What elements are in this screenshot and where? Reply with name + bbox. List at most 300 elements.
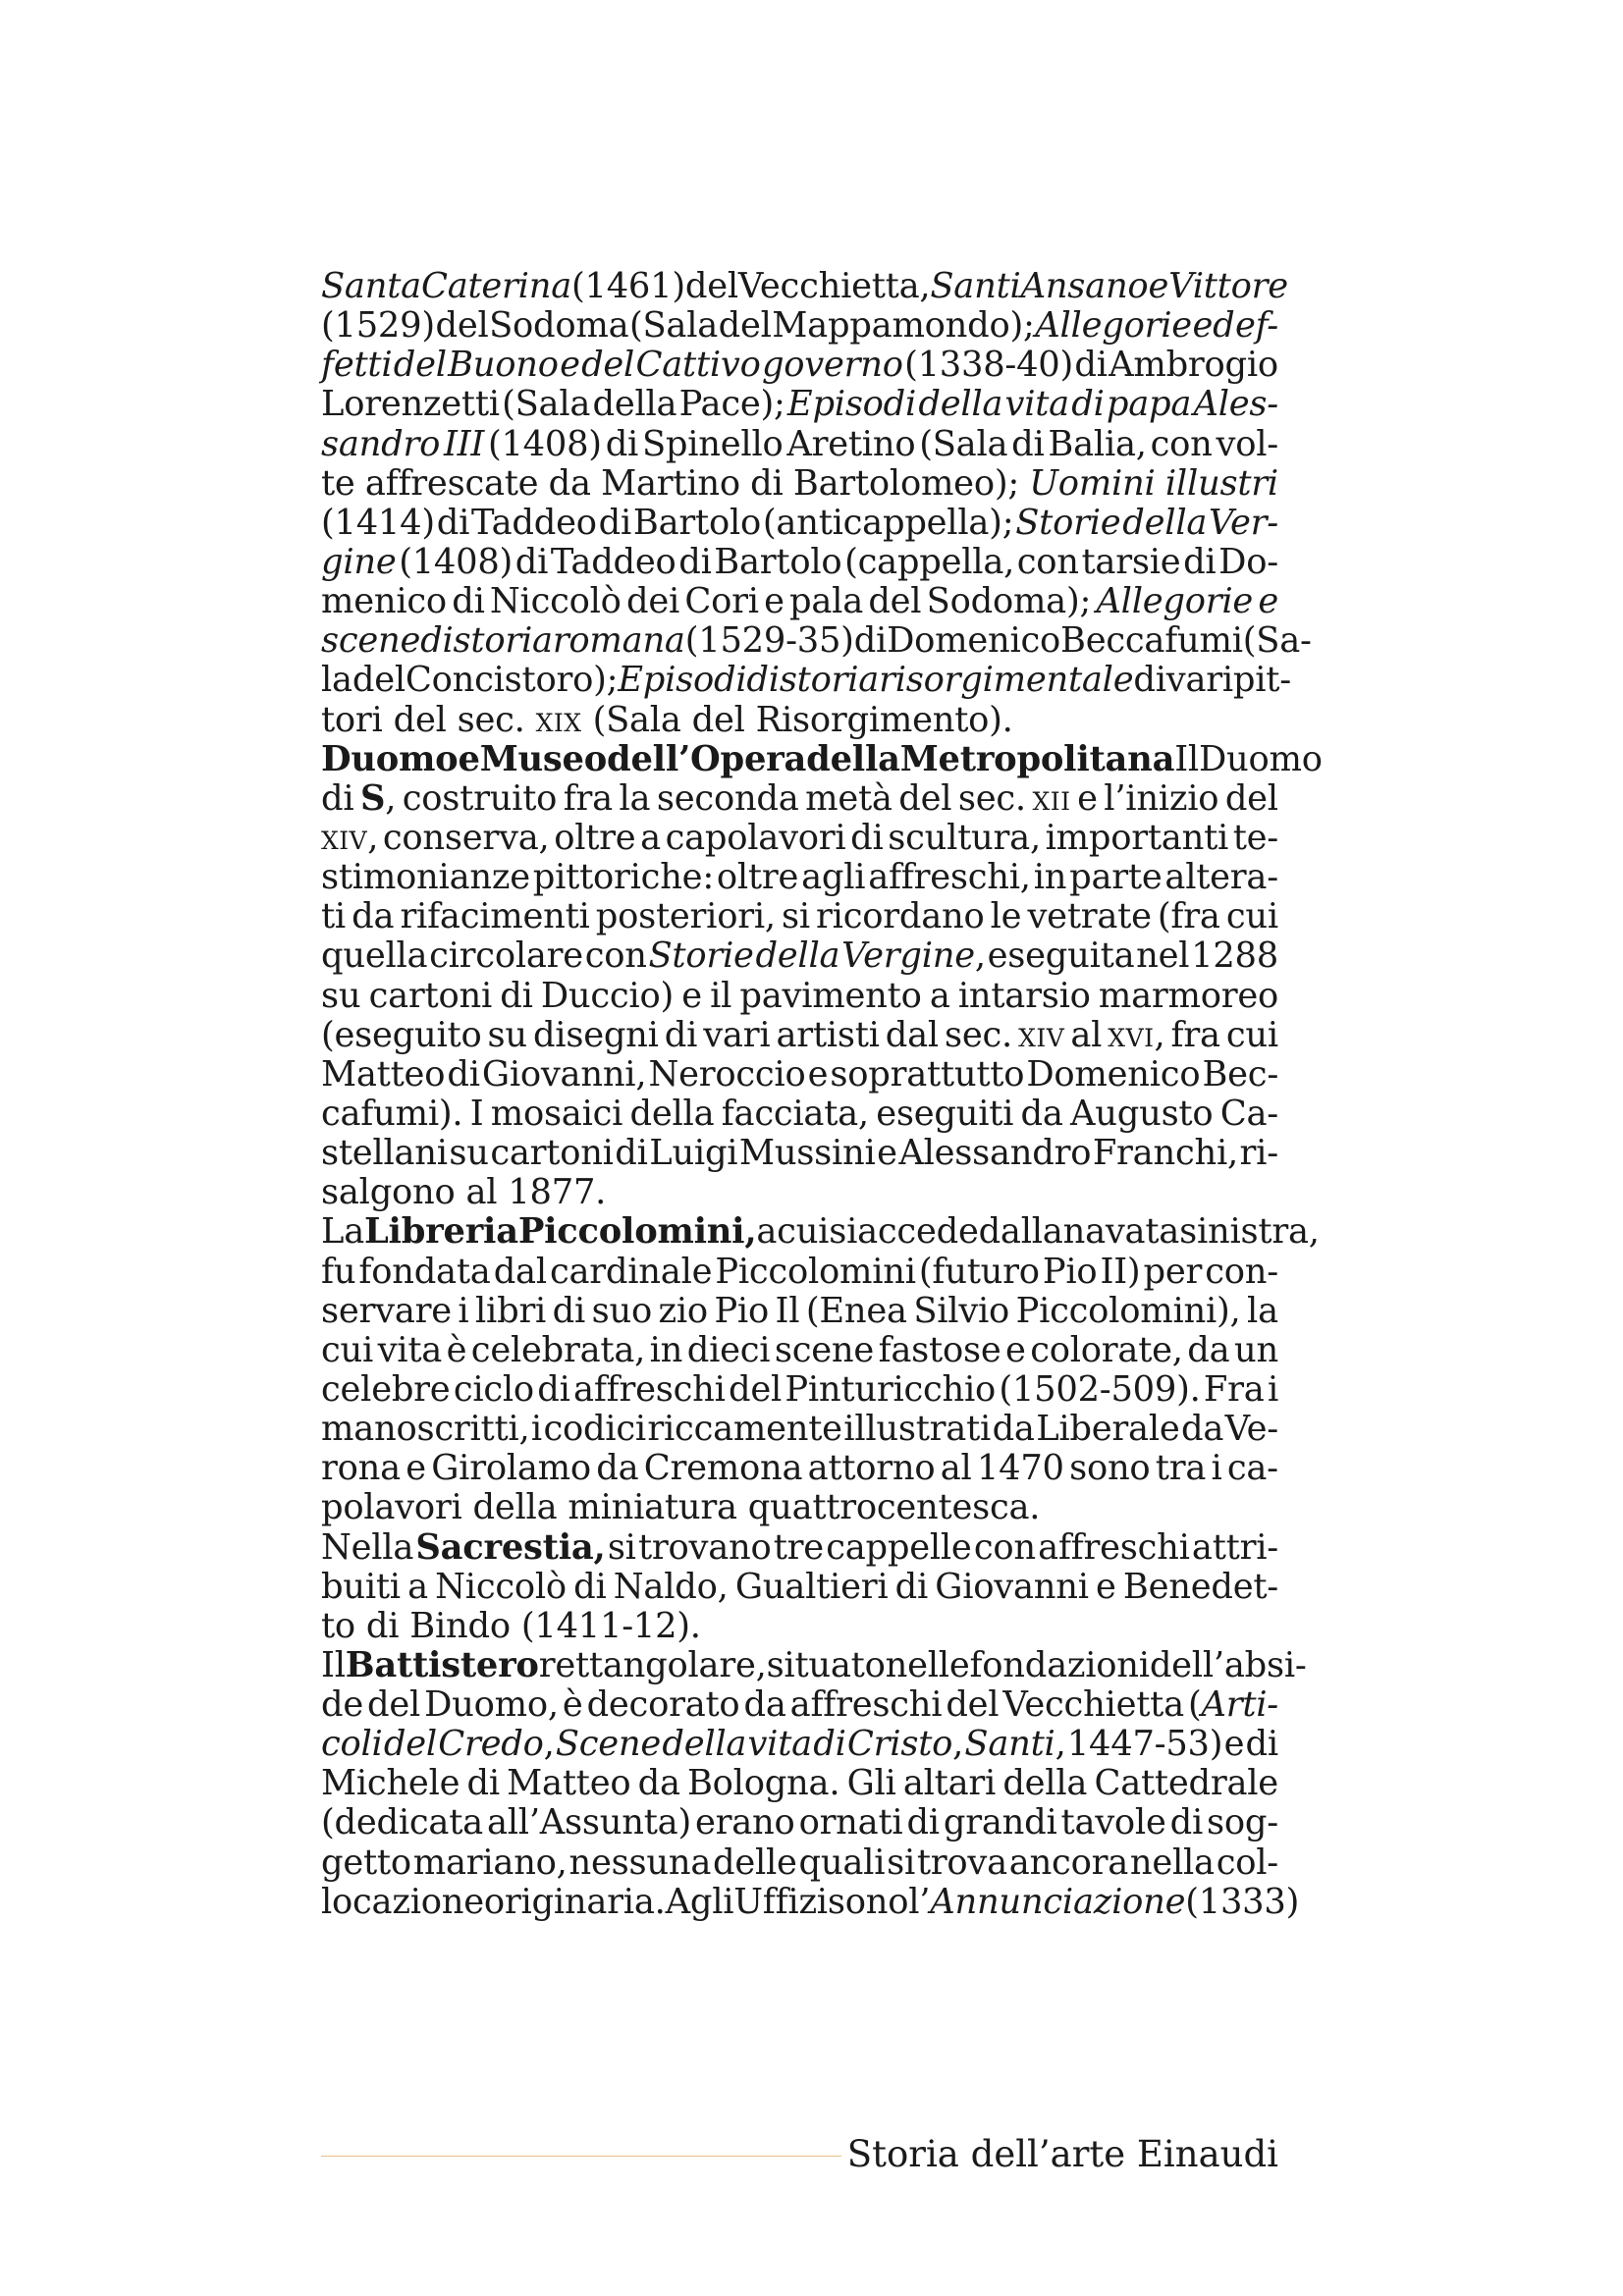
text-run: Vecchietta: [1002, 1684, 1184, 1726]
text-word: [1070, 1016, 1102, 1055]
text-word: [764, 582, 784, 621]
text-word: [906, 1803, 939, 1842]
text-run: di: [447, 1053, 480, 1095]
text-word: [458, 1292, 468, 1331]
text-run: del: [868, 581, 922, 622]
text-run: Fra: [1203, 1368, 1265, 1410]
text-run: a: [407, 1566, 428, 1607]
text-run: Vergine: [841, 935, 975, 977]
text-run: Cristo: [846, 1724, 953, 1765]
text-run: di: [420, 620, 454, 662]
text-word: [666, 819, 846, 858]
text-run: di: [1169, 1802, 1204, 1843]
text-run: del: [393, 345, 447, 386]
text-run: e: [458, 738, 480, 779]
text-word: [678, 543, 711, 582]
text-run: decorato: [586, 1684, 740, 1726]
text-run: Ambrogio: [1109, 345, 1278, 386]
text-run: quella: [321, 935, 428, 977]
text-run: del: [718, 305, 772, 347]
text-word: [919, 425, 1007, 464]
text-run: e: [764, 581, 784, 622]
text-word: [365, 464, 538, 504]
text-run: Pinturicchio: [784, 1368, 997, 1410]
text-run: Nella: [321, 1526, 414, 1568]
text-run: pit-: [1232, 660, 1291, 701]
text-run: Girolamo: [431, 1448, 591, 1489]
text-run: Niccolò: [489, 581, 622, 622]
text-run: cartoni: [490, 1133, 614, 1174]
text-run: dieci: [686, 1329, 771, 1370]
text-run: i: [458, 1290, 469, 1331]
text-word: [1027, 897, 1151, 936]
text-run: del: [393, 699, 447, 740]
text-line: [321, 1843, 1278, 1883]
text-line: [321, 779, 1278, 819]
text-line: [321, 1881, 1300, 1922]
text-word: [799, 1803, 903, 1842]
text-run: di: [436, 502, 470, 543]
text-run: rona: [321, 1448, 401, 1489]
text-word: [321, 464, 355, 504]
text-word: [394, 346, 447, 385]
text-run: de: [321, 1684, 363, 1726]
text-word: [467, 1764, 500, 1803]
text-run: i: [1267, 1368, 1278, 1410]
text-word: [1211, 1449, 1221, 1488]
text-run: (1408): [399, 541, 514, 582]
text-line: [321, 1292, 1278, 1331]
text-word: [321, 1488, 473, 1527]
text-word: [813, 1725, 845, 1764]
text-word: [620, 779, 651, 819]
text-word: [1034, 858, 1067, 897]
text-run: nessuna: [568, 1842, 712, 1883]
text-line: [321, 620, 1312, 662]
text-run: del: [383, 1724, 437, 1765]
text-word: [829, 1212, 857, 1252]
text-word: [717, 858, 798, 897]
text-word: [608, 1528, 636, 1568]
text-run: altari: [902, 1763, 997, 1804]
text-run: 1877.: [508, 1172, 607, 1213]
text-line: [321, 1095, 1278, 1134]
text-word: [1234, 1331, 1278, 1370]
text-run: Sacrestia,: [415, 1526, 606, 1568]
text-run: del: [729, 1368, 783, 1410]
text-word: [1226, 1016, 1278, 1055]
text-run: ,: [1154, 1014, 1165, 1055]
text-word: [739, 1134, 876, 1173]
text-word: [886, 1646, 970, 1685]
text-run: fu: [321, 1251, 356, 1292]
text-run: Cori: [684, 581, 759, 622]
text-run: xii: [1032, 777, 1071, 819]
text-word: [352, 897, 394, 936]
text-word: [358, 1253, 490, 1292]
text-word: [946, 1685, 999, 1725]
text-word: [847, 1764, 896, 1803]
text-word: [518, 1212, 757, 1252]
text-run: di: [1074, 345, 1108, 386]
text-run: (anticappella);: [762, 502, 1014, 543]
text-word: [913, 1292, 1009, 1331]
text-run: Bartolomeo);: [792, 462, 1019, 504]
text-word: [569, 1843, 712, 1883]
text-run: della: [918, 384, 1003, 425]
text-run: del: [352, 660, 406, 701]
text-line: [321, 1211, 1320, 1253]
text-run: sinistra,: [1179, 1211, 1320, 1253]
text-run: Scene: [555, 1724, 662, 1765]
text-word: [808, 1449, 936, 1488]
text-run: Silvio: [913, 1290, 1010, 1331]
text-run: Balia,: [1048, 423, 1147, 464]
text-word: [321, 1253, 355, 1292]
text-run: governo: [761, 345, 903, 386]
text-word: [868, 582, 921, 621]
text-run: polavori: [321, 1487, 462, 1528]
text-run: seconda: [656, 777, 799, 819]
text-run: di: [500, 975, 533, 1016]
text-word: [787, 385, 916, 424]
text-run: (Sa-: [1242, 620, 1312, 662]
text-run: ciclo: [453, 1368, 534, 1410]
text-run: e: [1148, 266, 1169, 306]
text-run: libri: [475, 1290, 547, 1331]
text-run: affrescate: [364, 462, 539, 504]
text-word: [321, 1803, 483, 1842]
text-word: [679, 385, 785, 424]
text-run: posteriori,: [595, 896, 776, 937]
text-run: Gli: [846, 1763, 896, 1804]
text-word: [729, 1370, 782, 1410]
text-word: [321, 543, 397, 582]
text-word: [1136, 936, 1189, 976]
text-run: conserva,: [382, 817, 550, 858]
text-run: a: [756, 1211, 778, 1253]
text-word: [321, 1764, 460, 1803]
text-run: Battistero: [345, 1644, 539, 1685]
text-word: [1069, 1449, 1150, 1488]
text-run: 1470: [976, 1448, 1064, 1489]
text-word: [1193, 385, 1277, 424]
text-word: [321, 1016, 481, 1055]
text-word: [491, 1095, 622, 1134]
text-word: [1233, 819, 1278, 858]
text-word: [857, 1212, 978, 1252]
text-run: Gualtieri: [734, 1566, 889, 1607]
text-word: [596, 897, 776, 936]
text-run: con: [1150, 423, 1213, 464]
text-word: [593, 701, 692, 740]
text-run: la: [1247, 1290, 1278, 1331]
text-run: eseguita: [987, 935, 1135, 977]
text-run: ,: [367, 817, 379, 858]
text-line: [321, 346, 1278, 385]
text-run: di: [552, 1290, 586, 1331]
text-word: [1123, 1568, 1278, 1607]
text-word: [887, 1843, 915, 1883]
text-word: [945, 1016, 1012, 1055]
text-run: di: [664, 1014, 698, 1055]
text-word: [1246, 1725, 1278, 1764]
text-run: affreschi: [573, 1368, 726, 1410]
text-run: sog-: [1207, 1802, 1278, 1843]
text-line: [321, 1055, 1278, 1095]
text-run: cui: [1225, 1014, 1278, 1055]
text-word: [917, 1843, 1007, 1883]
text-word: [378, 1331, 442, 1370]
text-run: (1529-35): [684, 620, 854, 662]
text-run: di: [598, 502, 632, 543]
text-run: metà: [805, 777, 893, 819]
text-run: di: [894, 1566, 929, 1607]
text-word: [409, 1607, 521, 1646]
text-word: [659, 1292, 708, 1331]
text-run: di: [452, 581, 485, 622]
text-word: [876, 1095, 1013, 1134]
text-word: [898, 779, 951, 819]
text-run: Martino: [601, 462, 740, 504]
text-run: riccamente: [647, 1409, 842, 1450]
text-run: (1529): [321, 305, 435, 347]
text-word: [776, 1292, 800, 1331]
text-word: [321, 977, 360, 1016]
text-run: del: [581, 345, 635, 386]
text-run: delle: [712, 1842, 797, 1883]
text-word: [638, 1528, 772, 1568]
text-run: col-: [1216, 1842, 1278, 1883]
text-word: [1227, 1449, 1278, 1488]
text-run: l’inizio: [1104, 777, 1219, 819]
text-run: cui: [777, 1211, 830, 1253]
text-word: [449, 1134, 488, 1173]
text-word: [1011, 425, 1044, 464]
text-line: [321, 819, 1278, 858]
text-run: con-: [1205, 1251, 1278, 1292]
text-word: [733, 1883, 828, 1922]
text-run: servare: [321, 1290, 452, 1331]
text-word: [1247, 1292, 1278, 1331]
text-word: [1179, 1212, 1320, 1252]
text-run: si: [781, 896, 810, 937]
text-word: [763, 504, 1013, 543]
text-run: scultura,: [888, 817, 1041, 858]
text-word: [383, 819, 550, 858]
text-word: [490, 1134, 613, 1173]
text-run: (Sala: [592, 699, 681, 740]
text-run: fra: [1170, 1014, 1220, 1055]
text-word: [550, 1253, 712, 1292]
text-run: tra: [1155, 1448, 1207, 1489]
text-run: da: [1020, 1093, 1063, 1134]
text-word: [399, 543, 513, 582]
text-word: [606, 425, 638, 464]
text-run: di: [321, 777, 354, 819]
text-word: [447, 1055, 479, 1095]
text-word: [321, 819, 378, 858]
text-word: [471, 1331, 645, 1370]
text-run: (Sala: [919, 423, 1008, 464]
text-run: di: [678, 541, 712, 582]
text-line: [321, 464, 1278, 504]
text-word: [437, 504, 469, 543]
text-word: [563, 1685, 583, 1725]
text-run: dal: [493, 1251, 547, 1292]
text-line: [321, 504, 1278, 543]
text-word: [1002, 1764, 1087, 1803]
text-word: [1093, 1134, 1238, 1173]
text-run: e: [807, 1053, 829, 1095]
text-run: scene: [321, 620, 421, 662]
text-word: [321, 1685, 363, 1725]
text-word: [1015, 504, 1120, 543]
text-run: trovano: [637, 1526, 772, 1568]
text-run: si: [607, 1526, 636, 1568]
text-run: nella: [1129, 1842, 1215, 1883]
text-run: ,: [543, 1724, 555, 1765]
text-word: [642, 425, 784, 464]
text-run: Allegorie: [1035, 305, 1192, 347]
text-run: di: [573, 1566, 607, 1607]
text-run: tarsie: [1081, 541, 1181, 582]
text-run: di: [1245, 1724, 1278, 1765]
text-word: [321, 1528, 413, 1568]
text-word: [898, 1134, 1091, 1173]
text-run: nel: [1136, 935, 1190, 977]
text-line: [321, 1644, 1307, 1685]
text-run: ef-: [1235, 305, 1278, 347]
text-word: [406, 661, 618, 700]
text-run: del: [367, 1684, 421, 1726]
text-word: [844, 543, 1014, 582]
text-run: tre: [773, 1526, 824, 1568]
text-run: di: [615, 1133, 648, 1174]
text-word: [521, 1607, 701, 1646]
text-word: [487, 1803, 691, 1842]
text-word: [1224, 1725, 1245, 1764]
text-run: menico: [321, 581, 447, 622]
text-run: Libreria: [363, 1211, 518, 1253]
text-word: [801, 858, 865, 897]
text-word: [1192, 306, 1234, 346]
text-word: [321, 1410, 529, 1449]
text-run: affreschi: [1038, 1526, 1190, 1568]
text-run: ricordano: [816, 896, 985, 937]
text-word: [1002, 1685, 1184, 1725]
text-word: [746, 661, 779, 700]
text-word: [1036, 1410, 1179, 1449]
text-word: [321, 1843, 411, 1883]
text-word: [415, 1528, 605, 1568]
text-word: [480, 740, 607, 779]
text-run: locazione: [321, 1881, 484, 1922]
text-word: [321, 1292, 452, 1331]
text-run: Il: [321, 1644, 346, 1685]
text-line: [321, 385, 1278, 424]
text-run: cui: [321, 1329, 374, 1370]
text-run: ,: [1055, 1724, 1066, 1765]
text-run: Luigi: [649, 1133, 738, 1174]
text-run: Credo: [438, 1724, 544, 1765]
text-word: [879, 1331, 1001, 1370]
text-run: ancora: [1008, 1842, 1128, 1883]
text-run: artisti: [776, 1014, 880, 1055]
text-run: circolare: [429, 935, 583, 977]
text-run: pittoriche:: [532, 857, 714, 898]
text-word: [918, 385, 1002, 424]
text-word: [887, 621, 1060, 661]
text-word: [1133, 661, 1165, 700]
text-word: [1021, 1095, 1063, 1134]
text-run: (1333): [1185, 1881, 1300, 1922]
text-word: [977, 1449, 1064, 1488]
text-run: vari: [1165, 660, 1233, 701]
text-word: [828, 1883, 908, 1922]
text-word: [638, 1764, 680, 1803]
text-word: [551, 543, 676, 582]
text-word: [321, 1725, 383, 1764]
text-run: ornati: [798, 1802, 903, 1843]
text-word: [321, 1331, 373, 1370]
text-word: [587, 1685, 740, 1725]
text-word: [571, 267, 685, 306]
text-run: (: [1187, 1684, 1202, 1726]
text-run: codici: [543, 1409, 646, 1450]
text-run: cartoni: [368, 975, 492, 1016]
text-word: [735, 1568, 889, 1607]
text-run: Uffizi: [733, 1881, 828, 1922]
text-run: e: [681, 975, 702, 1016]
text-word: [626, 582, 679, 621]
text-word: [1077, 779, 1098, 819]
text-word: [692, 701, 756, 740]
text-word: [1268, 1370, 1278, 1410]
text-word: [903, 1764, 996, 1803]
text-run: di: [1133, 660, 1166, 701]
text-word: [808, 1055, 829, 1095]
text-run: Allegorie: [1096, 581, 1254, 622]
text-word: [560, 346, 580, 385]
text-word: [1171, 1016, 1220, 1055]
text-word: [657, 779, 799, 819]
text-word: [592, 1292, 652, 1331]
text-run: Pio: [1042, 1251, 1098, 1292]
text-word: [1070, 1095, 1213, 1134]
text-run: da: [1187, 1329, 1230, 1370]
text-run: ri-: [1239, 1133, 1278, 1174]
text-run: Liberale: [1036, 1409, 1180, 1450]
text-word: [649, 936, 754, 976]
text-word: [454, 621, 553, 661]
text-word: [1096, 1568, 1116, 1607]
text-line: [321, 266, 1288, 306]
text-word: [854, 621, 887, 661]
text-run: xiv: [1018, 1014, 1065, 1055]
text-line: [321, 977, 1278, 1016]
text-run: dei: [626, 581, 680, 622]
text-word: [321, 1646, 346, 1685]
text-run: Buono: [448, 345, 559, 386]
text-run: ed: [1192, 305, 1235, 347]
text-word: [877, 1134, 897, 1173]
text-word: [321, 1173, 466, 1212]
text-word: [1168, 267, 1288, 306]
text-word: [507, 1764, 630, 1803]
text-run: da: [596, 1448, 639, 1489]
text-run: cappelle: [826, 1526, 972, 1568]
